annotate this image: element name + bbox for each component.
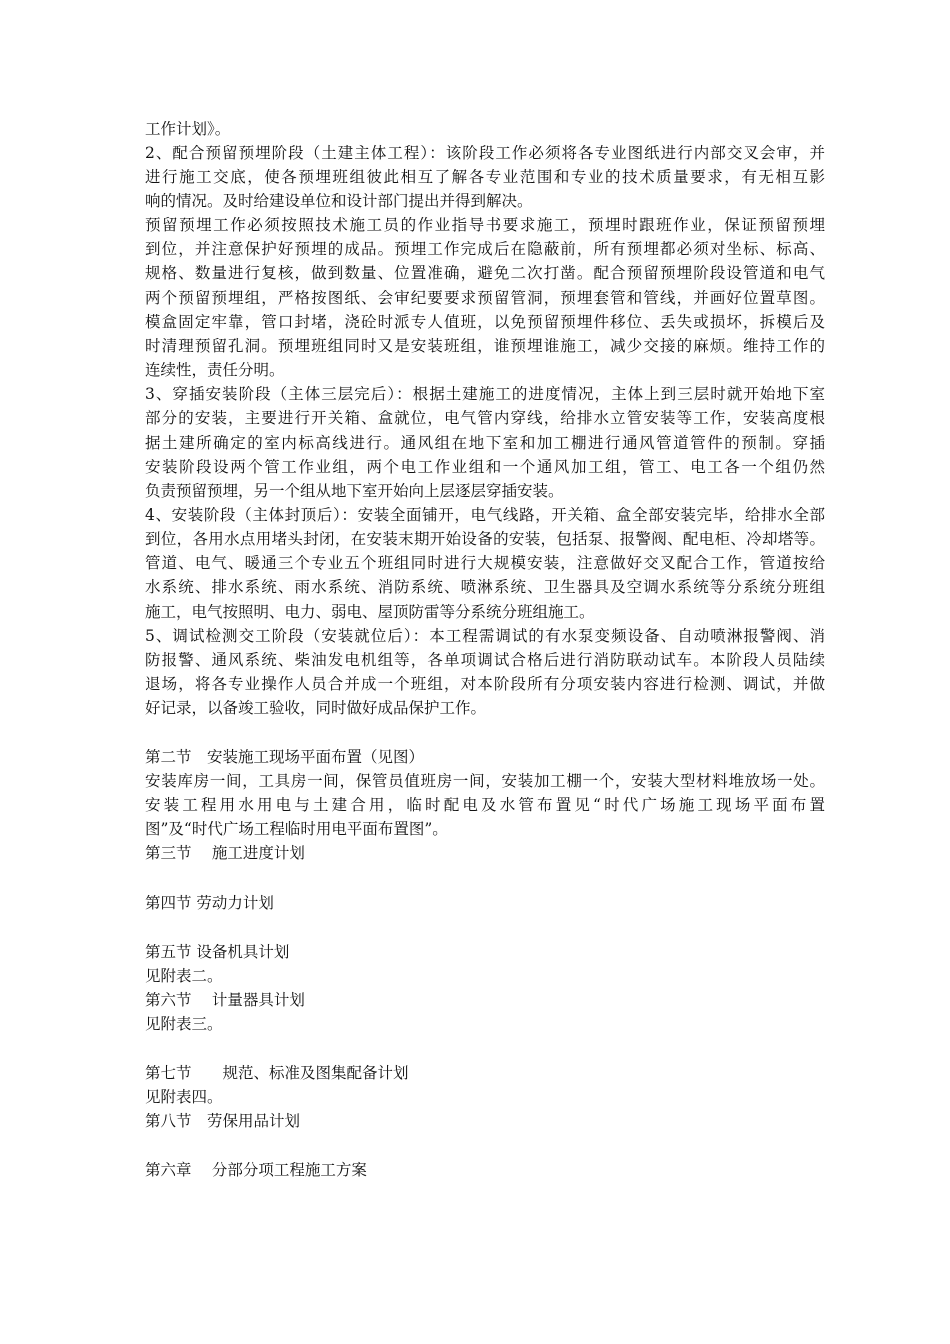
text-line: 见附表三。 [145,1015,223,1033]
text-line: 防报警、通风系统、柴油发电机组等，各单项调试合格后进行消防联动试车。本阶段人员陆续 [145,651,825,669]
text-line: 第三节 施工进度计划 [145,844,305,862]
text-line: 连续性，责任分明。 [145,361,285,379]
text-line: 据土建所确定的室内标高线进行。通风组在地下室和加工棚进行通风管道管件的预制。穿插 [145,434,825,452]
text-line: 第六节 计量器具计划 [145,991,305,1009]
text-line: 好记录，以备竣工验收，同时做好成品保护工作。 [145,699,487,717]
text-line: 施工，电气按照明、电力、弱电、屋顶防雷等分系统分班组施工。 [145,603,595,621]
text-line: 部分的安装，主要进行开关箱、盒就位，电气管内穿线，给排水立管安装等工作，安装高度根 [145,409,825,427]
text-line: 预留预埋工作必须按照技术施工员的作业指导书要求施工，预埋时跟班作业，保证预留预埋 [145,216,825,234]
text-line: 第八节 劳保用品计划 [145,1112,301,1130]
text-line: 安装库房一间，工具房一间，保管员值班房一间，安装加工棚一个，安装大型材料堆放场一处。 [145,772,825,790]
text-line: 见附表二。 [145,967,223,985]
text-line: 第六章 分部分项工程施工方案 [145,1161,367,1179]
text-line: 5、调试检测交工阶段（安装就位后）：本工程需调试的有水泵变频设备、自动喷淋报警阀、消 [145,627,825,645]
text-line: 第二节 安装施工现场平面布置（见图） [145,748,425,766]
text-line: 工作计划》。 [145,120,231,138]
text-line: 模盒固定牢靠，管口封堵，浇砼时派专人值班，以免预留预埋件移位、丢失或损坏，拆模后及 [145,313,825,331]
text-line: 两个预留预埋组，严格按图纸、会审纪要要求预留管洞，预埋套管和管线，并画好位置草图。 [145,289,825,307]
text-line: 规格、数量进行复核，做到数量、位置准确，避免二次打凿。配合预留预埋阶段设管道和电气 [145,264,825,282]
text-line: 安装工程用水用电与土建合用，临时配电及水管布置见“时代广场施工现场平面布置 [145,796,825,814]
text-line: 响的情况。及时给建设单位和设计部门提出并得到解决。 [145,192,533,210]
text-line: 3、穿插安装阶段（主体三层完后）：根据土建施工的进度情况，主体上到三层时就开始地下室 [145,385,825,403]
text-line: 管道、电气、暖通三个专业五个班组同时进行大规模安装，注意做好交叉配合工作，管道按给 [145,554,825,572]
text-line: 4、安装阶段（主体封顶后）：安装全面铺开，电气线路，开关箱、盒全部安装完毕，给排水全部 [145,506,825,524]
text-line: 第七节 规范、标准及图集配备计划 [145,1064,409,1082]
text-line: 见附表四。 [145,1088,223,1106]
text-line: 第五节 设备机具计划 [145,943,290,961]
text-line: 时清理预留孔洞。预埋班组同时又是安装班组，谁预埋谁施工，减少交接的麻烦。维持工作的 [145,337,825,355]
text-line: 安装阶段设两个管工作业组，两个电工作业组和一个通风加工组，管工、电工各一个组仍然 [145,458,825,476]
text-line: 水系统、排水系统、雨水系统、消防系统、喷淋系统、卫生器具及空调水系统等分系统分班组 [145,578,825,596]
text-line: 图”及“时代广场工程临时用电平面布置图”。 [145,820,448,838]
text-line: 进行施工交底，使各预埋班组彼此相互了解各专业范围和专业的技术质量要求，有无相互影 [145,168,825,186]
text-line: 第四节 劳动力计划 [145,894,274,912]
text-line: 2、配合预留预埋阶段（土建主体工程）：该阶段工作必须将各专业图纸进行内部交叉会审，并 [145,144,825,162]
text-line: 到位，并注意保护好预埋的成品。预埋工作完成后在隐蔽前，所有预埋都必须对坐标、标高、 [145,240,825,258]
text-line: 退场，将各专业操作人员合并成一个班组，对本阶段所有分项安装内容进行检测、调试，并做 [145,675,825,693]
text-line: 到位，各用水点用堵头封闭，在安装末期开始设备的安装，包括泵、报警阀、配电柜、冷却塔等。 [145,530,825,548]
text-line: 负责预留预埋，另一个组从地下室开始向上层逐层穿插安装。 [145,482,564,500]
